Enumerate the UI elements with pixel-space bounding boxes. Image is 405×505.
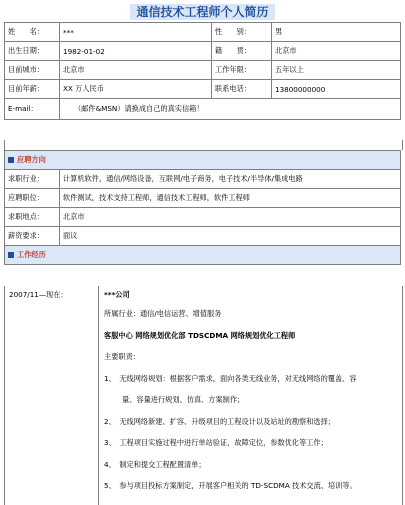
section-bullet-icon [8, 252, 14, 258]
intent-section-header [5, 151, 401, 170]
experience-divider [98, 286, 99, 505]
duty-item: 1、 无线网络规划：根据客户需求，面向各类无线业务，对无线网络的覆盖、容 [104, 374, 357, 383]
email-value: （邮件&MSN）请换成自己的真实信箱！ [60, 99, 401, 120]
duty-item: 量、容量进行规划、仿真、方案制作； [122, 395, 245, 404]
salary-req-value: 面议 [60, 227, 401, 246]
section-spacer [4, 140, 403, 150]
experience-years-value: 五年以上 [272, 61, 401, 80]
experience-section-header [5, 246, 401, 265]
email-row [5, 99, 401, 120]
birth-value: 1982-01-02 [60, 42, 212, 61]
location-label: 求职地点： [5, 208, 60, 227]
basic-row [5, 23, 401, 42]
industry-value: 计算机软件，通信/网络设备，互联网/电子商务，电子技术/半导体/集成电路 [60, 170, 401, 189]
name-value: *** [60, 23, 212, 42]
hometown-label: 籍 贯： [212, 42, 272, 61]
position-value: 软件测试，技术支持工程师，通信技术工程师，软件工程师 [60, 189, 401, 208]
name-label: 姓 名： [5, 23, 60, 42]
experience-date: 2007/11—现在： [9, 290, 68, 299]
basic-row [5, 42, 401, 61]
intent-row [5, 170, 401, 189]
basic-row [5, 80, 401, 99]
basic-info-table [4, 22, 401, 120]
gender-value: 男 [272, 23, 401, 42]
intent-table [4, 150, 401, 265]
duties-label: 主要职责： [104, 352, 140, 361]
intent-row [5, 189, 401, 208]
company-industry: 所属行业：通信/电信运营、增值服务 [104, 309, 222, 318]
experience-years-label: 工作年限： [212, 61, 272, 80]
salary-value: XX 万人民币 [60, 80, 212, 99]
resume-title [0, 3, 405, 20]
city-label: 目前城市： [5, 61, 60, 80]
salary-label: 目前年薪： [5, 80, 60, 99]
intent-row [5, 227, 401, 246]
birth-label: 出生日期： [5, 42, 60, 61]
basic-row [5, 61, 401, 80]
industry-label: 求职行业： [5, 170, 60, 189]
duty-item: 2、 无线网络新建、扩容、升级项目的工程设计以及站址的勘察和选择； [104, 417, 335, 426]
intent-heading: 应聘方向 [17, 155, 46, 164]
duty-item: 5、 参与项目投标方案制定，开展客户相关的 TD-SCDMA 技术交流、培训等。 [104, 481, 357, 490]
section-bullet-icon [8, 157, 14, 163]
duty-item: 4、 制定和提交工程配置清单； [104, 460, 206, 469]
experience-block [4, 286, 403, 505]
company-name: ***公司 [104, 290, 130, 299]
duty-item: 3、 工程项目实施过程中进行单站验证，故障定位，参数优化等工作； [104, 438, 328, 447]
city-value: 北京市 [60, 61, 212, 80]
location-value: 北京市 [60, 208, 401, 227]
experience-heading: 工作经历 [17, 250, 46, 259]
gender-label: 性 别： [212, 23, 272, 42]
job-position: 客服中心 网络规划优化部 TDSCDMA 网络规划优化工程师 [104, 331, 296, 340]
salary-req-label: 薪资要求： [5, 227, 60, 246]
email-label: E-mail： [5, 99, 60, 120]
position-label: 应聘职位： [5, 189, 60, 208]
resume-title-text: 通信技术工程师个人简历 [130, 4, 274, 20]
phone-value: 13800000000 [272, 80, 401, 99]
intent-row [5, 208, 401, 227]
hometown-value: 北京市 [272, 42, 401, 61]
phone-label: 联系电话： [212, 80, 272, 99]
